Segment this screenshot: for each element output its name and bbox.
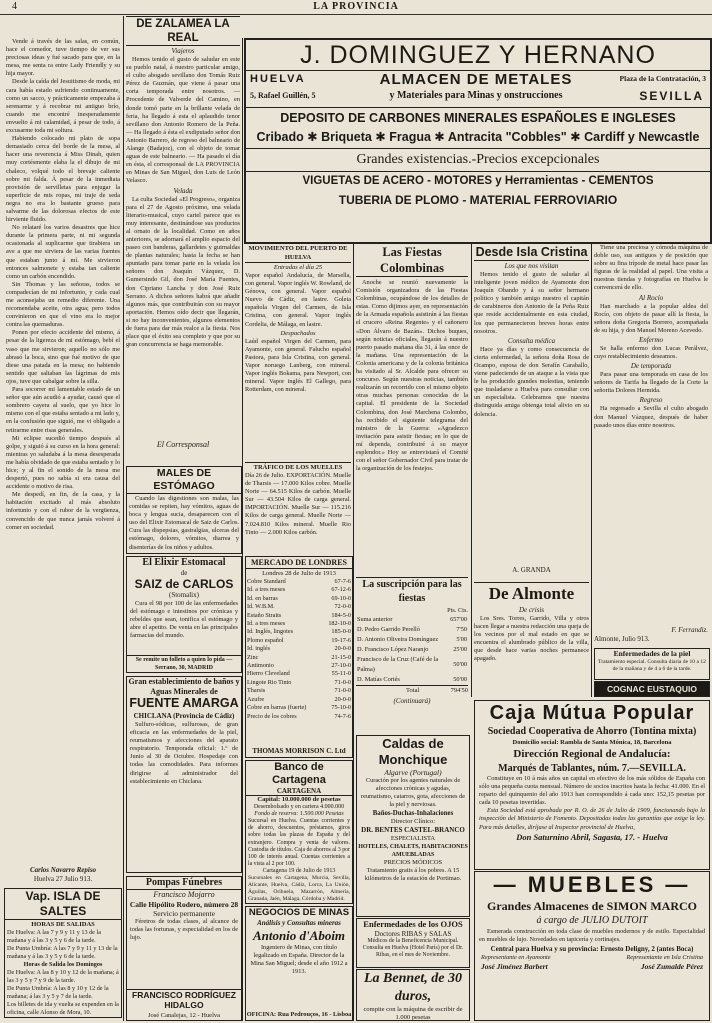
section-title: MOVIMIENTO DEL PUERTO DE HUELVA bbox=[245, 244, 351, 263]
article-title: Desde Isla Cristina bbox=[475, 245, 588, 259]
ad-place: CHICLANA (Provincia de Cádiz) bbox=[133, 712, 235, 720]
section-head: Viajeros bbox=[171, 47, 195, 55]
section-head: Despachados bbox=[280, 329, 316, 337]
total-label: Total bbox=[406, 687, 420, 694]
fiestas-article bbox=[356, 244, 468, 574]
ad-text: Sulfuro-sódicas, sulfurosas, de gran eficacia en las enfermedades de la piel, reumatismos y afecciones del aparato respiratorio. Temporada oficial: 1.º de Junio al 30 de Octubre. Hospedaje con todas las comodidades. Para informes dirigirse al administrador del establecimiento en Chiclana. bbox=[130, 721, 238, 785]
market-row bbox=[246, 578, 352, 586]
subscriber-name: D. Pedro Garrido Perelló bbox=[357, 626, 420, 633]
commodity-price: 69-10-0 bbox=[331, 594, 351, 602]
coal-types: Cribado ✱ Briqueta ✱ Fragua ✱ Antracita "Cobbles" ✱ Cardiff y Newcastle bbox=[246, 128, 710, 149]
subscription-row bbox=[356, 645, 468, 655]
ad-manager: á cargo de JULIO DUTOIT bbox=[536, 915, 648, 926]
ad-text: Cura el 98 por 100 de las enfermedades del estómago e intestinos por crónicas y rebeldes que sean, tonifica el estómago y abre el apetito. De venta en las principales farmacias del mundo. bbox=[130, 600, 238, 640]
rep-left-name: José Jiménez Barbert bbox=[481, 962, 548, 972]
market-row bbox=[246, 586, 352, 594]
commodity-price: 74-7-6 bbox=[334, 712, 351, 720]
commodity-name: Id. inglés bbox=[247, 645, 271, 653]
commodity-name: Id. a tres meses bbox=[247, 620, 286, 628]
commodity-price: 20-0-0 bbox=[334, 645, 351, 653]
ad-bennet bbox=[356, 969, 470, 1021]
traffic-section bbox=[245, 462, 351, 553]
place-date: Almonte, Julio 913. bbox=[594, 635, 650, 643]
market-row bbox=[246, 662, 352, 670]
materials-line: y Materiales para Minas y onstrucciones bbox=[389, 90, 563, 101]
section-title: TRÁFICO DE LOS MUELLES bbox=[253, 464, 343, 471]
market-row bbox=[246, 696, 352, 704]
ad-line: Baños-Duchas-Inhalaciones bbox=[372, 810, 454, 818]
section-head: Los que nos visitan bbox=[504, 262, 559, 270]
market-source: THOMAS MORRISON C. Ltd bbox=[252, 747, 346, 755]
ad-service: Servicio permanente bbox=[153, 909, 215, 918]
article-title: Las Fiestas Colombinas bbox=[356, 244, 468, 277]
ad-title: Pompas Fúnebres bbox=[127, 877, 241, 890]
ad-subtitle: Análisis y Consultas mineras bbox=[257, 919, 341, 927]
ad-title: Gran establecimiento de baños y Aguas Minerales de bbox=[128, 677, 240, 696]
market-table bbox=[246, 578, 352, 721]
ad-males-de-estomago bbox=[126, 466, 242, 554]
column-divider bbox=[591, 242, 592, 697]
ad-cognac: COGNAC EUSTAQUIO bbox=[594, 681, 710, 697]
ad-title: MALES DE ESTÓMAGO bbox=[127, 467, 241, 494]
paragraph: Mi eclipse sucedió tiempo después al golpe, y siguió á su curso en la hora general: mientras yo saludaba á la mesa desesperada me había olvidado de que estaba sentado y lo hice; y al fin el sonido de la mesa me despertó, pues no sabía si era causa del accidente o motivo de risa. bbox=[6, 434, 120, 491]
ad-owner: Francisco Mojarro bbox=[153, 890, 215, 899]
ad-place: Algarve (Portugal) bbox=[384, 768, 442, 777]
ad-address: Central para Huelva y su provincia: Ernesto Deligny, 2 (antes Boca) bbox=[490, 945, 694, 954]
section-head: Al Rocío bbox=[638, 293, 664, 302]
article-text: Han marchado a la popular aldea del Rocío, con objeto de pasar allí la fiesta, la señora doña Gregoria Borrero, acompañada de su hija, y don Manuel Moreno Acevedo. bbox=[594, 302, 708, 334]
ad-title: Vap. ISLA DE SALTES bbox=[5, 889, 121, 920]
column-1-story bbox=[6, 38, 120, 868]
ad-caja-mutua bbox=[474, 700, 710, 870]
commodity-name: Plomo español bbox=[247, 636, 284, 644]
total-value: 794'50 bbox=[450, 687, 468, 694]
ad-title: NEGOCIOS DE MINAS bbox=[248, 907, 350, 918]
ad-text: Esmerada construcción en toda clase de muebles modernos y de estilo. Especialidad en muebles de lujo. Novedades en tapicería y cortinajes. bbox=[479, 928, 705, 944]
address-right: Plaza de la Contratación, 3 bbox=[619, 74, 706, 83]
ad-footer: Se remite un folleto a quien lo pida — Serrano, 30, MADRID bbox=[127, 655, 241, 672]
bank-text: Sucursal en Huelva. Cuentas corrientes y de ahorro, descuentos, préstamos, giros sobre todas las plazas de España y del extranjero. Compra y venta de valores. Custodia de títulos. Caja de ahorros al 3 por 100 de interés anual. Cuentas corrientes a la vista al 2 por 100. bbox=[248, 818, 350, 868]
commodity-price: 184-5-0 bbox=[331, 611, 351, 619]
ad-title: Enfermedades de los OJOS bbox=[363, 919, 463, 929]
market-title: MERCADO DE LONDRES bbox=[246, 557, 352, 569]
paragraph: Me despedí, en fin, de la casa, y la habitación excitado al más absoluto infortunio y con el rubor de la vergüenza, convencido de que nunca jamás volveré á comer en sociedad. bbox=[6, 491, 120, 531]
schedule-line: De Huelva: A las 8 y 10 y 12 de la mañana; á las 3 y 5 y 7 y 9 de la tarde. bbox=[7, 969, 119, 984]
address-left: 5, Rafael Guillén, 5 bbox=[250, 91, 316, 100]
bank-title: Banco de Cartagena bbox=[272, 761, 326, 786]
correspondent-signature: El Corresponsal bbox=[156, 440, 210, 449]
bank-reserve: Fondo de reserva: 1.500.000 Pesetas bbox=[254, 811, 344, 817]
ad-address: Calle Hipólito Rodero, número 28 bbox=[129, 900, 239, 909]
market-row bbox=[246, 628, 352, 636]
ad-fuente-amarga bbox=[126, 676, 242, 873]
article-text: Tiene una preciosa y cómoda máquina de doble uso, sus antiguos y de posición que sobre su fina trípode de metal hace pasar las figuras de la realidad al papel. Una visita a nuestras tiendas y fotografías en Huelva le convencerá de ello. bbox=[594, 244, 708, 292]
subscription-table bbox=[356, 615, 468, 685]
subscriber-amount: 657'00 bbox=[450, 616, 467, 623]
column-divider bbox=[471, 242, 472, 697]
ad-j-dominguez bbox=[244, 38, 712, 244]
ad-elixir-estomacal bbox=[126, 556, 242, 673]
schedule-line: Horas de Salida los Domingos bbox=[23, 961, 103, 968]
ad-ojos bbox=[356, 918, 470, 968]
subscriber-name: D. Matías Cortés bbox=[357, 676, 400, 683]
subscriber-name: Francisco de la Cruz (Café de la Palma) bbox=[357, 656, 439, 673]
notice-title: Enfermedades de la piel bbox=[613, 649, 691, 658]
notice-piel bbox=[594, 648, 710, 680]
commodity-name: Antimonio bbox=[247, 662, 274, 670]
paragraph: Habiendo colocado mi plato de sopa demasiado cerca del borde de la mesa, al hacer una reverencia á Miss Dinah, quien muy cortésmente elaba la el dibujo de mi chaleco, volqué todo el brevaje caliente sobre mi falda. Á pesar de la inmediata provisión de servilletas para enjugar la superficie de mis ropas, mi traje de seda negra no era lo bastante grueso para salvarme de las dolorosas efectos de este hirviente fluido. bbox=[6, 135, 120, 224]
col1-signature-block bbox=[6, 866, 120, 886]
market-row bbox=[246, 704, 352, 712]
ad-domicile: Domicilio social: Rambla de Santa Mónica, 18, Barcelona bbox=[512, 739, 672, 746]
ad-store: Grandes Almacenes de SIMON MARCO bbox=[487, 899, 697, 913]
schedule-line: De Punta Umbría: A las 8 y 10 y 12 de la mañana; á las 3 y 5 y 7 de la tarde. bbox=[7, 985, 109, 1000]
section-head: Regreso bbox=[639, 396, 663, 405]
commodity-price: 21-15-0 bbox=[331, 653, 351, 661]
ad-text: compite con la máquina de escribir de 1.000 pesetas bbox=[363, 1006, 463, 1021]
ad-title: — MUEBLES — bbox=[493, 872, 691, 897]
rep-right-label: Representante en Isla Cristina bbox=[626, 954, 703, 962]
article-text: La culta Sociedad «El Progreso», organiza para el 27 de Agosto próximo, una velada literario-musical, cuyo cartel parece que es muy interesante, destinándose sus productos al ornato de la localidad. Como en años anteriores, se adornará el amplio espacio del paseo con banderas, gallardetes y guirnaldas de plantas naturales; hasta la fecha se han apuntado para tomar parte en la velada los señores don Joaquín Vázquez, D. Gumersindo Gil, don José María Fuentes, don Cipriano Lancha y don José Ruiz Serrano. A dichos señores habrá que añadir algunos más, que contribuirán con su mayor aportación. Hemos oído decir que llegarán, si no hay inconvenientes, algunos elementos de fuera para dar más realce a la fiesta. Nos place que el éxito sea completo y que por su gran concurrencia se haga memorable. bbox=[126, 195, 240, 349]
commodity-name: Id. W.B.M. bbox=[247, 603, 275, 611]
paragraph: No relataré los varios desastres que hice durante la primera parte, ni mi segunda ocasionada al suplicarme que tirabiera un ave a que me sirviera de las varias fuentes que estaban junto á mí. Me sirvieron entonces salmonete y estaba tan caliente como un carbón encendido. bbox=[6, 224, 120, 280]
commodity-name: Azufre bbox=[247, 695, 265, 703]
commodity-name: Id. a tres meses bbox=[247, 586, 286, 594]
subscriber-name: Suma anterior bbox=[357, 616, 393, 623]
ad-text: Féretros de todas clases, al alcance de todas las fortunas, y especialidad en los de lujo. bbox=[130, 918, 238, 942]
ad-negocios-minas bbox=[245, 906, 353, 1021]
paragraph: Para socorrer mi lamentable estado de un señor que aún acudió a ayudar, causó que el sombrero cayera al suelo, que yo hice lo mismo con el que estaba sentado a mi lado y, en la confusión que siguió, me vi obligado a retirarme entre risas generales. bbox=[6, 386, 120, 434]
ad-subtitle: Sociedad Cooperativa de Ahorro (Tontina mixta) bbox=[487, 726, 697, 737]
commodity-name: Lingote Rio Tinto bbox=[247, 678, 292, 686]
bank-branches: Sucursales en Cartagena, Murcia, Sevilla, Alicante, Huelva, Cádiz, Lorca, La Unión, Águilas, Orihuela, Mazarrón, Almería, Granada, Jaén, Málaga, Córdoba y Madrid. bbox=[248, 875, 350, 903]
section-title: La suscripción para las fiestas bbox=[362, 579, 462, 604]
ad-address: OFICINA: Rua Pedrouços, 16 - Lisboa bbox=[246, 1011, 352, 1018]
isla-signature: A. GRANDA bbox=[512, 566, 551, 574]
market-date: Londres 28 de Julio de 1913 bbox=[262, 570, 336, 577]
city-right: SEVILLA bbox=[639, 89, 704, 103]
ad-text: Médicos de la Beneficencia Municipal. Consulta en Huelva (Hotel París) por el Dr. Ribas, en el mes de Noviembre. bbox=[362, 938, 464, 958]
commodity-price: 185-0-0 bbox=[331, 628, 351, 636]
market-row bbox=[246, 637, 352, 645]
newspaper-title: LA PROVINCIA bbox=[313, 1, 399, 12]
bank-capital: Capital: 10.000.000 de pesetas bbox=[246, 795, 352, 804]
column-divider bbox=[123, 16, 124, 1021]
market-row bbox=[246, 645, 352, 653]
subscription-row bbox=[356, 675, 468, 685]
port-movement bbox=[245, 244, 351, 459]
market-row bbox=[246, 620, 352, 628]
commodity-price: 71-0-0 bbox=[334, 687, 351, 695]
article-title: De Almonte bbox=[488, 584, 575, 603]
subscription-row bbox=[356, 625, 468, 635]
commodity-name: Tharsis bbox=[247, 687, 266, 695]
paragraph: Ponen por efecto accidente del mismo, á pesar de la ligereza de mi estómago, bebí el vaso que me sirvieron; aquello no sólo me abrasó la boca, sino que fué motivo de que diese una patada en la mesa; no habiendo sentido que saltaban las lágrimas de mis ojos, tuve que cabalgar sobre la silla. bbox=[6, 329, 120, 385]
ad-title: Caldas de Monchique bbox=[378, 736, 448, 767]
article-text: Para pasar una temporada en casa de los señores de Tarifa ha llegado de la Corte la señorita Dolores Hermida. bbox=[594, 371, 708, 395]
commodity-price: 55-11-0 bbox=[331, 670, 351, 678]
company-name: J. DOMINGUEZ Y HERNANO bbox=[246, 40, 710, 71]
commodity-price: 75-10-0 bbox=[331, 704, 351, 712]
ad-text: Constituye en 10 á más años un capital en efectivo de los más sólidos de España con sólo una pequeña cuota mensual. Número de socios inscritos hasta la fecha: 41.000. En el reparto del quinquenio del año 1913 han correspondido á cada uno: 152,15 pesetas por cada 10 pesetas invertidas. bbox=[479, 775, 705, 807]
subscription-section bbox=[356, 577, 468, 728]
market-row bbox=[246, 595, 352, 603]
commodity-name: Estaño Straits bbox=[247, 611, 282, 619]
commodity-price: 71-0-0 bbox=[334, 678, 351, 686]
traffic-text: Día 26 de Julio. EXPORTACIÓN. Muelle de Tharsis — 17.000 Kilos cobre. Muelle Norte — 64.515 Kilos de carbón. Muelle Sur — 43.504 Kilos de carga general. IMPORTACIÓN. Muelle Sur — 115.216 Kilos de carga general. Muelle Norte — 7.024.810 Kilos mineral. Muelle Rio Tinto — 2.000 Kilos carbón. bbox=[245, 472, 351, 536]
bank-date: Cartagena 19 de Julio de 1913 bbox=[262, 868, 336, 875]
ad-brand: FUENTE AMARGA bbox=[129, 696, 239, 710]
ad-text: Curación por los agentes naturales de afecciones crónicas y agudas, reumatismo, catarros, gota, afecciones de la piel y nerviosas. bbox=[360, 777, 466, 809]
ad-regional: Dirección Regional de Andalucía: bbox=[513, 748, 671, 760]
article-text: Anoche se reunió nuevamente la Comisión organizadora de las Fiestas Colombinas, ocupándose de los detalles de estas. Como dijimos ayer, en representación de la Armada española asistirán á las fiestas el crucero «Reina Regente» y el cañonero «Don Álvaro de Bazán». Dichos buques, según noticias oficiales, llegarán á nuestro puerto pasado mañana día 31, á las once de la mañana. Una representación de la Colonia americana y de la colonia británica ha visitado al Sr. Alcalde para ofrecer su concurso. Según nuestras noticias, también realizarán un recorrido con el mismo objeto otras muchas personas conocidas de la capital. El presidente de la Sociedad Colombina, don José Marchena Colombo, ha recibido el siguiente telegrama del ministro de la Guerra: «Agradezco invitación para asistir fiestas; en lo que de mí dependa, contribuiré á su mayor esplendor.» Hoy se entrevistará el Comité con el señor Gobernador Civil para tratar de la organización de los festejos. bbox=[356, 279, 468, 473]
article-text: Se halla enfermo don Lucas Perálvez, cuyo restablecimiento deseamos. bbox=[594, 344, 708, 361]
isla-cristina-article bbox=[474, 244, 589, 566]
right-column-news bbox=[594, 244, 708, 624]
zalamea-article bbox=[126, 16, 240, 441]
ad-title: El Elixir Estomacal bbox=[142, 557, 226, 568]
right-signature bbox=[594, 626, 708, 646]
rep-right-name: José Zumalde Pérez bbox=[640, 962, 703, 972]
commodity-price: 182-10-0 bbox=[328, 620, 351, 628]
deposito-line: DEPOSITO DE CARBONES MINERALES ESPAÑOLES E INGLESES bbox=[280, 111, 676, 125]
commodity-name: Cobre Standard bbox=[247, 578, 286, 585]
paragraph: Sin Thomas y las señoras, todos se compadecían de mi infortunio, y cada cual me aconsejaba un remedio diferente. Una recomendaba aceite, otra agua; pero todos convinieron en que el vino era lo mejor contra las quemaduras. bbox=[6, 280, 120, 329]
column-divider bbox=[353, 242, 354, 1021]
section-head: Consulta médica bbox=[507, 336, 556, 345]
ad-text: Ingeniero de Minas, con título legalizado en España. Director de la Mina San Miguel; desde el año 1912 a 1913. bbox=[250, 944, 348, 976]
ad-title: Caja Mútua Popular bbox=[489, 702, 695, 724]
table-header: Pts. Cts. bbox=[447, 607, 468, 614]
subscriber-name: D. Francisco López Naranjo bbox=[357, 646, 429, 653]
warehouse-title: ALMACEN DE METALES bbox=[379, 71, 573, 88]
column-divider bbox=[242, 38, 243, 1021]
commodity-name: Cobre en barras (fuerte) bbox=[247, 704, 307, 712]
commodity-price: 67-12-6 bbox=[331, 586, 351, 594]
section-head: Enfermo bbox=[638, 335, 664, 344]
place-date: Huelva 27 Julio 913. bbox=[33, 875, 93, 883]
london-market bbox=[245, 556, 353, 758]
ad-brand: SAIZ de CARLOS bbox=[134, 577, 234, 591]
city-left: HUELVA bbox=[250, 73, 306, 85]
market-row bbox=[246, 687, 352, 695]
bank-city: CARTAGENA bbox=[276, 787, 322, 795]
market-row bbox=[246, 603, 352, 611]
article-text: Los Sres. Torres, Garrido, Villa y otros hacen llegar a nuestra redacción una queja de los vecinos por el mal estado en que se encuentra el alumbrado público de la villa, que desde hace varias noches permanece apagado. bbox=[474, 615, 589, 663]
subscriber-amount: 50'00 bbox=[453, 676, 467, 683]
commodity-price: 67-7-6 bbox=[334, 578, 351, 585]
market-row bbox=[246, 654, 352, 662]
market-row bbox=[246, 670, 352, 678]
commodity-name: Id. en barras bbox=[247, 594, 278, 602]
tuberia-line: TUBERIA DE PLOMO - MATERIAL FERROVIARIO bbox=[338, 193, 618, 207]
bank-capital-2: Desembolsado y en cartera 4.000.000 bbox=[253, 804, 345, 810]
commodity-name: Id. Inglés, lingotes bbox=[247, 628, 294, 636]
section-head: De temporada bbox=[630, 362, 672, 371]
vigas-line: VIGUETAS DE ACERO - MOTORES y Herramientas - CEMENTOS bbox=[246, 171, 710, 190]
ad-line: PRECIOS MÓDICOS bbox=[383, 859, 443, 867]
ad-brand-sub: (Stomalix) bbox=[169, 591, 199, 599]
market-row bbox=[246, 679, 352, 687]
ad-signature: Don Saturnino Abril, Sagasta, 17. - Huelva bbox=[516, 831, 668, 842]
ad-address: Marqués de Tablantes, núm. 7.—SEVILLA. bbox=[498, 763, 686, 774]
schedule-line bbox=[7, 1017, 119, 1018]
author-signature: Carlos Navarro Repiso bbox=[29, 866, 97, 874]
stock-line: Grandes existencias.-Precios excepcionales bbox=[356, 152, 600, 167]
subscription-row bbox=[356, 615, 468, 625]
ad-muebles bbox=[474, 871, 710, 1021]
article-title: DE ZALAMEA LA REAL bbox=[126, 16, 240, 46]
ad-line: Director Clínico: bbox=[390, 818, 436, 826]
subscriber-amount: 25'00 bbox=[453, 646, 467, 653]
commodity-price: 19-17-6 bbox=[331, 636, 351, 644]
ad-footer: Tratamiento gratis á los pobres. A 15 kilómetros de la estación de Portimao. bbox=[364, 867, 462, 883]
ad-title-de: de bbox=[180, 569, 188, 577]
ad-name: Antonio d'Aboim bbox=[252, 928, 346, 943]
schedule-line: De Huelva: A las 7 y 9 y 11 y 13 de la mañana y á las 3 y 5 y 6 de la tarde. bbox=[7, 929, 101, 944]
article-text: Hace ya días y como consecuencia de cierta enfermedad, la señora doña Rosa de Ocampo, esposa de don Serafín Caraballo, viene padeciendo de un ataque a la vista que le ha producido grandes molestias, teniendo que trasladarse a Huelva para consultar con un especialista. Celebramos que nuestra distinguida amiga obtenga total alivio en su dolencia. bbox=[474, 345, 589, 418]
article-text: Hemos tenido el gusto de saludar al inteligente joven médico de Ayamonte don Joaquín Obando y á su señor hermano político y también amigo nuestro el capitán de carabineros don Antonio de la Peña Ruiz que reside accidentalmente en esta ciudad, los que permanecieron breves horas entre nosotros. bbox=[474, 271, 589, 335]
commodity-name: Zinc bbox=[247, 653, 259, 661]
paragraph: Desde la caída del Jesuitismo de moda, mi cara había estado sufriendo continuamente, como un sacco, y prácticamente empezaba á serenarme y á recobrar mi antiguo brío, cuando me encontré inesperadamente envuelto á mi calamidad, á pesar de todo, á excusarme toda mi soltura. bbox=[6, 78, 120, 135]
ad-footer-address: José Canalejas, 12 - Huelva bbox=[147, 1012, 221, 1019]
ad-isla-de-saltes bbox=[4, 888, 122, 1018]
article-text: Ha regresado a Sevilla el culto abogado don Manuel Vázquez, después de haber pasado unos días entre nosotros. bbox=[594, 405, 708, 429]
subscriber-amount: 7'50 bbox=[456, 626, 467, 633]
subscriber-amount: 50'00 bbox=[453, 661, 467, 668]
section-head: Entradas el día 25 bbox=[273, 264, 323, 271]
ad-title: La Bennet, de 30 duros, bbox=[364, 971, 462, 1004]
ad-doctor: DR. BENTES CASTEL-BRANCO bbox=[361, 826, 465, 835]
ad-text: Cuando las digestiones son malas, las comidas se repiten, hay vómitos, aguas de boca y lengua sucia, desaparecen con el uso del Elixir Estomacal de Saiz de Carlos. Cura las dispepsias, gastralgias, ulceras del estómago, dolores, vómitos, diarrea y disenterías de los niños y adultos. bbox=[129, 495, 239, 551]
commodity-price: 72-0-0 bbox=[334, 603, 351, 611]
ad-caldas-monchique bbox=[356, 735, 470, 917]
ad-footer: FRANCISCO RODRÍGUEZ HIDALGO bbox=[127, 989, 241, 1010]
schedule-line: De Punta Umbría: A las 7 y 9 y 11 y 13 de la mañana y á las 3 y 5 y 6 de la tarde. bbox=[7, 945, 118, 960]
ad-note: Esta Sociedad está aprobada por R. O. de 26 de Julio de 1909, funcionando bajo la inspección del Ministerio de Fomento. Depositadas todas las garantías que exige la ley. Para más detalles, diríjase al Inspector provincial de Huelva, bbox=[479, 807, 705, 831]
rep-left-label: Representante en Ayamonte bbox=[481, 954, 551, 962]
commodity-price: 27-10-0 bbox=[331, 662, 351, 670]
ad-pompas-funebres bbox=[126, 876, 242, 1021]
subscription-row bbox=[356, 655, 468, 675]
ad-line: HOTELES, CHALETS, HABITACIONES AMUEBLADAS bbox=[358, 844, 468, 859]
port-text: Vapor español Andalucía, de Marsella, con general. Vapor inglés W. Rowland, de Génova, con general. Vapor español Nuevo de Cádiz, en lastre. Goleta española Virgen del Carmen, de Isla Cristina, con general. Vapor inglés Cordelia, de Málaga, en lastre. bbox=[245, 272, 351, 328]
port-text: Laúd español Virgen del Carmen, para Ayamonte, con general. Falucho español Pastora, para Isla Cristina, con general. Vapor noruego Lanberg, con mineral. Vapor inglés Bokama, para Newport, con mineral. Vapor inglés El Gallego, para Rotterdam, con mineral. bbox=[245, 337, 351, 394]
market-row bbox=[246, 612, 352, 620]
ad-banco-cartagena bbox=[245, 760, 353, 904]
page-header bbox=[0, 0, 712, 15]
paragraph: Vende á través de las salas, en común, hace el comedor, tuve tiempo de ver sus preciosas ideas y fué sacado para que, en la mesa, me senta ra entre Lady Friendly y su hija mayor. bbox=[6, 38, 120, 78]
subscription-row bbox=[356, 635, 468, 645]
schedule-line: Los billetes de ida y vuelta se expenden en la oficina, calle Alonso de Mora, 10. bbox=[7, 1001, 119, 1016]
commodity-name: Hierro Cleveland bbox=[247, 670, 290, 678]
section-head: Velada bbox=[173, 186, 193, 195]
notice-text: Tratamiento especial. Consulta diaria de 10 a 12 de la mañana y de 4 a 6 de la tarde. bbox=[598, 659, 706, 672]
ad-doctors: Doctores RIBAS y SALAS bbox=[374, 930, 452, 938]
subscriber-name: D. Antonio Oliveira Domínguez bbox=[357, 636, 439, 643]
market-row bbox=[246, 713, 352, 721]
author-signature: F. Ferrandiz. bbox=[671, 626, 708, 634]
ad-line: ESPECIALISTA bbox=[390, 835, 436, 843]
almonte-article bbox=[474, 582, 589, 698]
section-head: De crisis bbox=[518, 606, 545, 614]
page-number: 4 bbox=[12, 1, 17, 12]
ad-subtitle: HORAS DE SALIDAS bbox=[31, 921, 95, 928]
commodity-name: Precio de los cobres bbox=[247, 712, 297, 720]
article-text: Hemos tenido el gusto de saludar en este su pueblo natal, á nuestro particular amigo, el culto abogado sevillano don Tomás Ruiz Pérez de Guzmán, que viene á pasar una corta temporada entre nosotros. — Procedente de Valverde del Camino, en donde tomó parte en la brillante velada de feria, ha llegado á esta el aplaudido tenor sevillano don Antonio Romero de la Peña. — Ha llegado á ésta el exdiputado señor don Antonio Barrero, de regreso del balneario de Alange (Badajoz), con el objeto de tomar aguas de este balneario. — Ha pasado el día en ésta, el corresponsal de LA PROVINCIA en Minas de San Miguel, don Luis de León Velasco. bbox=[126, 56, 240, 185]
commodity-price: 20-0-0 bbox=[334, 695, 351, 703]
continues-note: (Continuará) bbox=[393, 697, 431, 705]
subscriber-amount: 5'00 bbox=[456, 636, 467, 643]
